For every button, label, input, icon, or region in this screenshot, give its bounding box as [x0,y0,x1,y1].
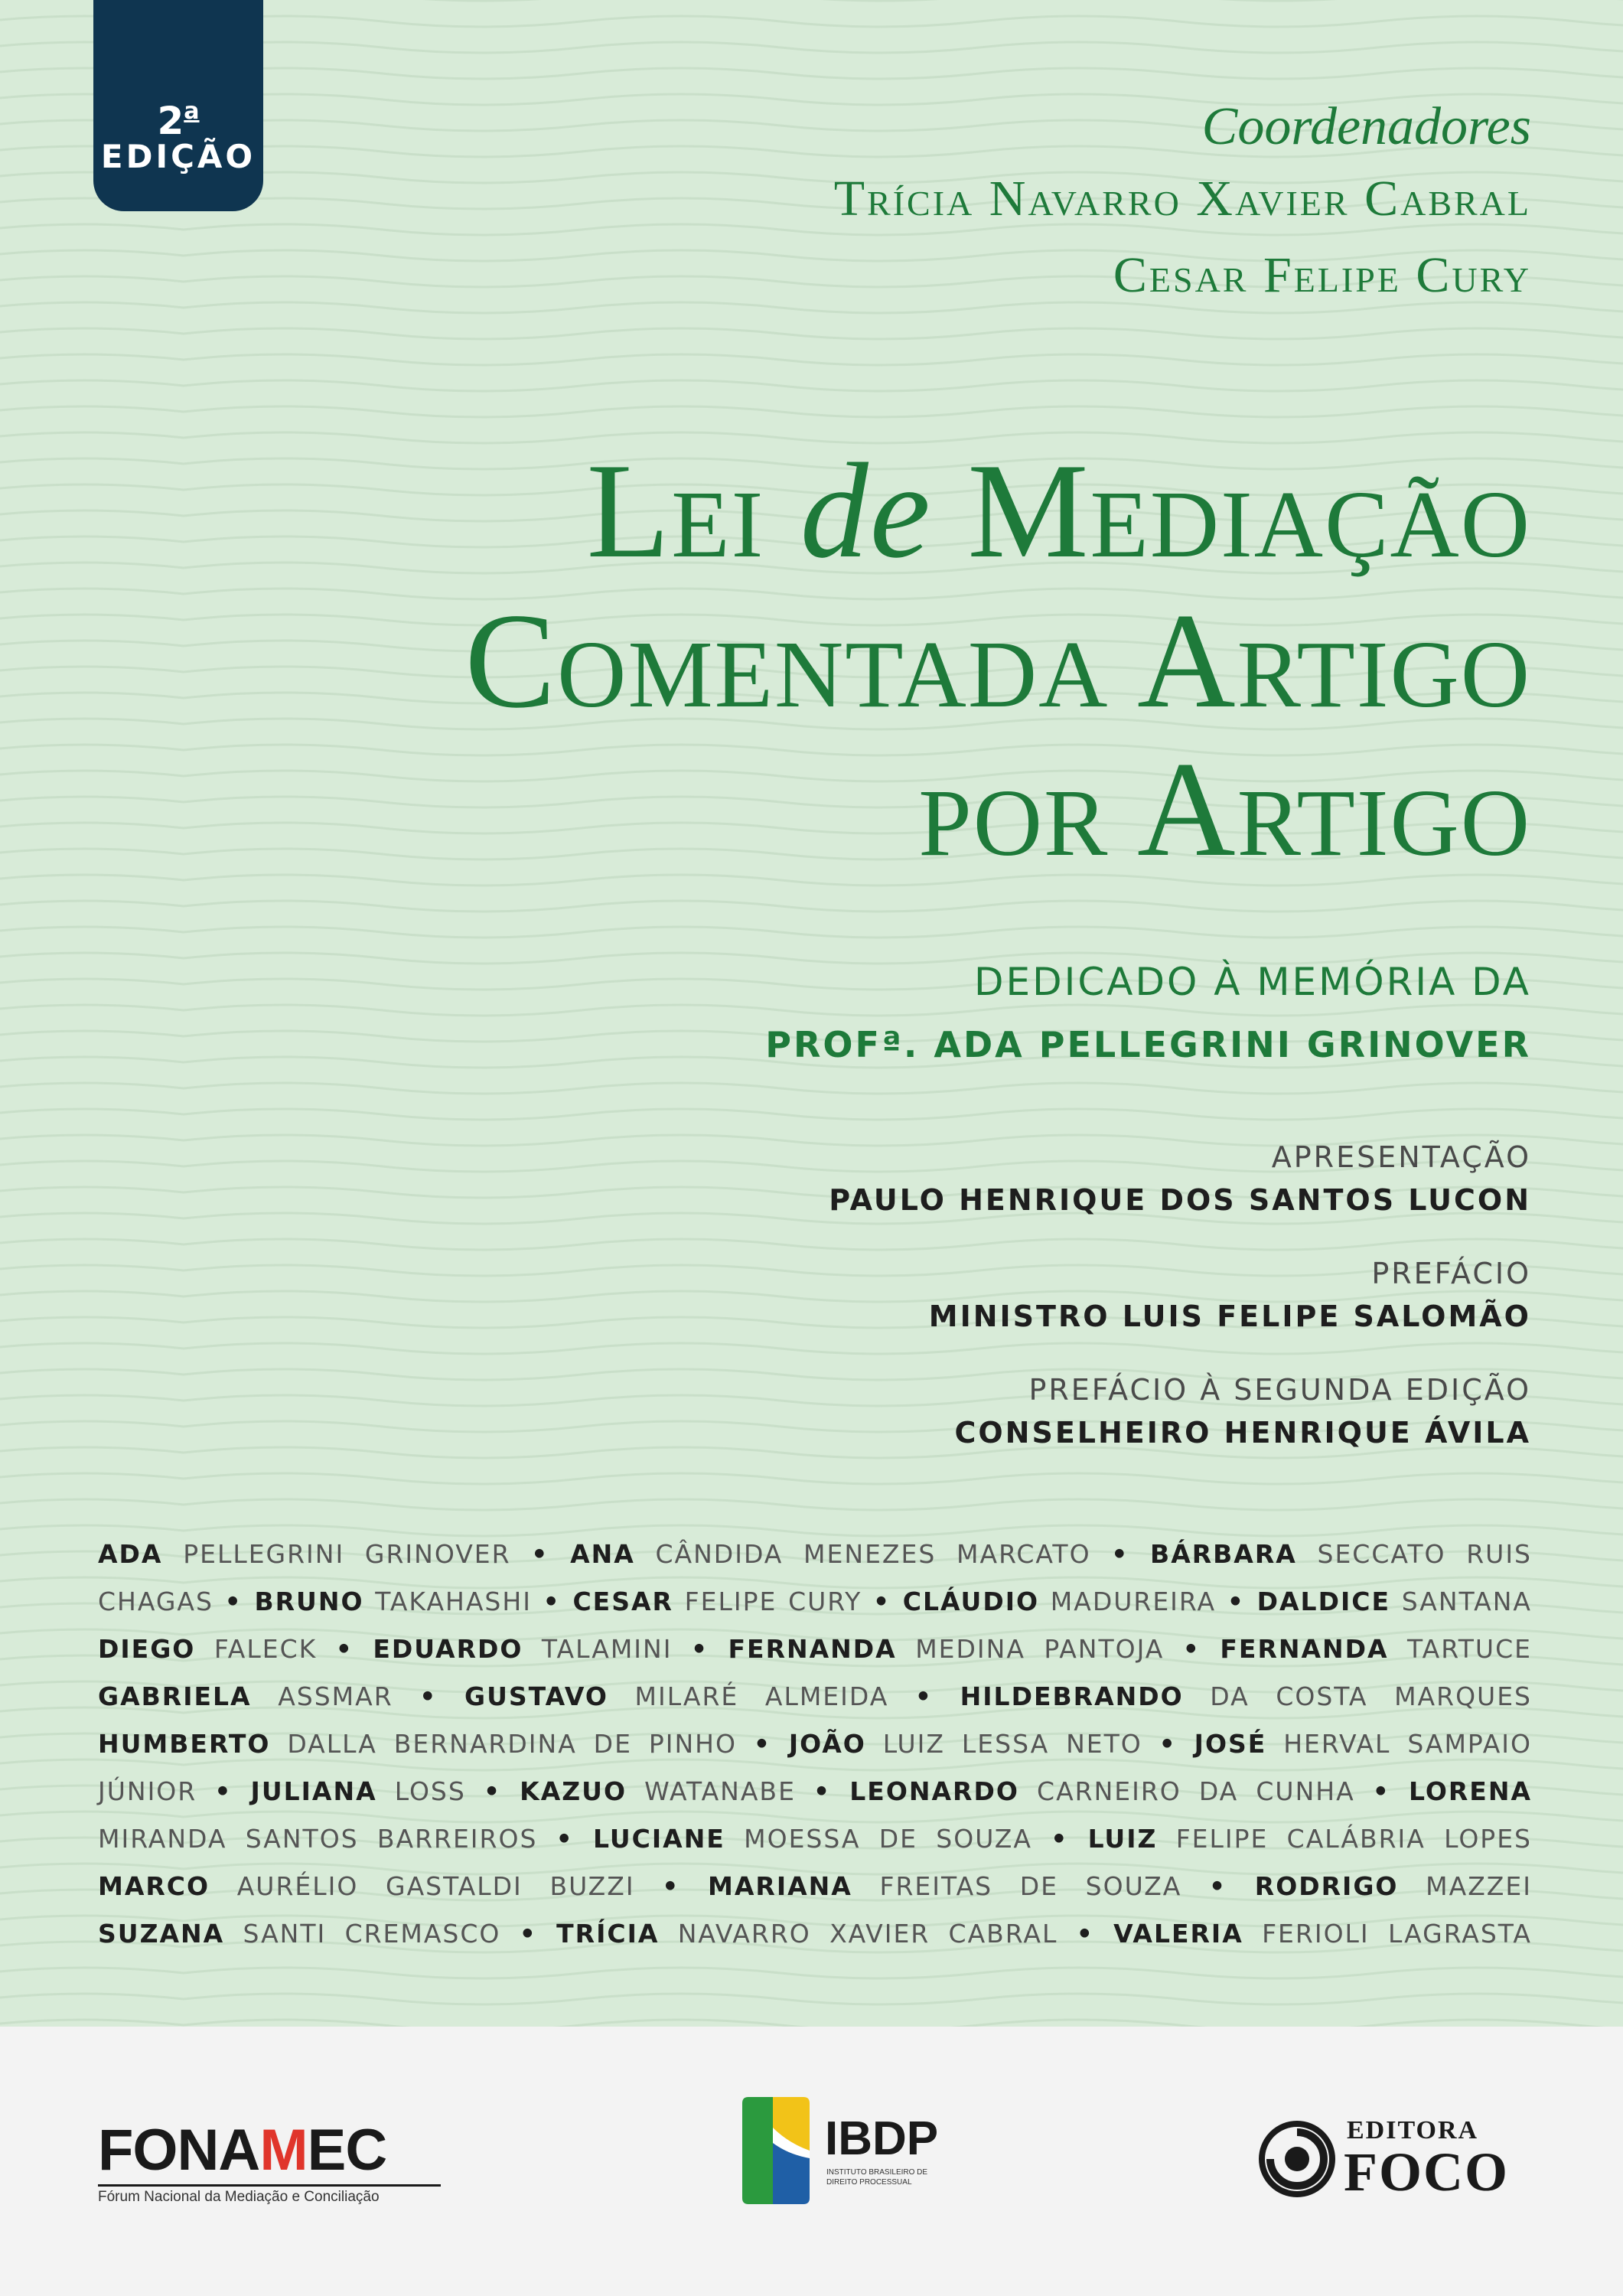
authors-line [98,1531,1532,1578]
author-first-name: GABRIELA [98,1681,252,1711]
foco-name-text: FOCO [1344,2141,1509,2203]
author-first-name: EDUARDO [353,1634,523,1664]
authors-line [98,1720,1532,1768]
authors-list [98,1531,1532,1958]
author-separator: • [753,1729,771,1759]
edition-badge [93,0,263,211]
author-separator: • [1209,1871,1227,1901]
author-separator: • [519,1919,537,1949]
author-first-name: CESAR [560,1587,673,1616]
fonamec-subtitle: Fórum Nacional da Mediação e Conciliação [98,2189,380,2205]
coordinators-label: Coordenadores [1201,97,1531,156]
wave-line [0,1083,1623,1094]
wave-line [0,1968,1623,1978]
wave-line [0,1239,1623,1250]
edition-number: 2$^a$ [157,98,200,143]
author-separator: • [1227,1587,1245,1616]
wave-line [0,1343,1623,1354]
title-italic-word: de [800,435,932,586]
wave-line [0,2020,1623,2027]
author-surname: SANTI CREMASCO [224,1919,520,1949]
author-surname: CÂNDIDA MENEZES MARCATO [634,1539,1112,1569]
ibdp-subtitle: INSTITUTO BRASILEIRO DE DIREITO PROCESSUAL [826,2168,928,2187]
author-separator: • [914,1681,934,1711]
author-surname: DALLA BERNARDINA DE PINHO [270,1729,754,1759]
author-surname: ASSMAR [251,1681,420,1711]
authors-line [98,1673,1532,1720]
author-separator: • [419,1681,438,1711]
author-surname: JÚNIOR [98,1776,215,1806]
wave-line [0,1109,1623,1120]
author-surname: FELIPE CALÁBRIA LOPES [1157,1824,1533,1854]
author-first-name: BRUNO [242,1587,364,1616]
ibdp-logo [742,2097,964,2212]
author-first-name: LORENA [1390,1776,1532,1806]
edition-word: EDIÇÃO [100,138,256,175]
wave-line [0,927,1623,938]
second-preface-label: PREFÁCIO À SEGUNDA EDIÇÃO [1028,1373,1531,1407]
author-surname: LOSS [376,1776,484,1806]
author-first-name: ANA [549,1539,635,1569]
author-surname: PELLEGRINI GRINOVER [162,1539,532,1569]
book-title-line-2: Comentada Artigo [464,585,1531,736]
ibdp-mark-icon [742,2097,810,2204]
authors-line [98,1768,1532,1815]
author-first-name: BÁRBARA [1129,1539,1297,1569]
author-surname: MADUREIRA [1039,1587,1227,1616]
author-separator: • [1372,1776,1390,1806]
foco-swirl-icon [1255,2117,1339,2201]
author-first-name: SUZANA [98,1919,225,1949]
author-first-name: HUMBERTO [98,1729,271,1759]
author-first-name: MARCO [98,1871,210,1901]
author-first-name: KAZUO [501,1776,627,1806]
wave-line [0,380,1623,391]
author-separator: • [813,1776,832,1806]
wave-line [0,354,1623,365]
author-separator: • [1182,1634,1201,1664]
author-first-name: JOSÉ [1176,1729,1267,1759]
author-separator: • [483,1776,502,1806]
author-surname: TARTUCE [1388,1634,1532,1664]
author-surname: TALAMINI [523,1634,691,1664]
author-surname: SECCATO RUIS [1296,1539,1532,1569]
foco-editora-text: EDITORA [1347,2116,1479,2144]
authors-line [98,1578,1532,1626]
author-separator: • [872,1587,891,1616]
author-first-name: JOÃO [771,1729,866,1759]
author-surname: WATANABE [627,1776,814,1806]
wave-line [0,406,1623,417]
coordinator-name: Cesar Felipe Cury [1113,247,1531,303]
author-separator: • [690,1634,709,1664]
author-surname: MILARÉ ALMEIDA [608,1681,915,1711]
authors-line [98,1815,1532,1863]
author-first-name: TRÍCIA [536,1919,660,1949]
author-surname: CHAGAS [98,1587,225,1616]
presentation-name: PAULO HENRIQUE DOS SANTOS LUCON [829,1183,1531,1217]
author-first-name: FERNANDA [709,1634,897,1664]
author-separator: • [1111,1539,1129,1569]
ibdp-text: IBDP [825,2112,939,2165]
author-surname: MAZZEI [1398,1871,1532,1901]
author-first-name: FERNANDA [1200,1634,1389,1664]
author-surname: SANTANA [1390,1587,1532,1616]
second-preface-name: CONSELHEIRO HENRIQUE ÁVILA [954,1416,1531,1450]
dedication-label: DEDICADO À MEMÓRIA DA [974,960,1531,1004]
author-first-name: VALERIA [1093,1919,1243,1949]
author-separator: • [1159,1729,1177,1759]
author-separator: • [214,1776,233,1806]
wave-line [0,1499,1623,1510]
author-first-name: LUCIANE [573,1824,725,1854]
wave-line [0,901,1623,912]
author-surname: MIRANDA SANTOS BARREIROS [98,1824,556,1854]
author-first-name: ADA [98,1539,163,1569]
author-first-name: LUIZ [1068,1824,1158,1854]
author-surname: FELIPE CURY [673,1587,873,1616]
book-title-line-1: Lei de Mediação [586,435,1531,586]
author-surname: FERIOLI LAGRASTA [1243,1919,1532,1949]
presentation-label: APRESENTAÇÃO [1271,1140,1531,1174]
wave-line [0,1473,1623,1484]
author-surname: AURÉLIO GASTALDI BUZZI [210,1871,663,1901]
dedication-name: PROFª. ADA PELLEGRINI GRINOVER [765,1024,1531,1065]
author-first-name: HILDEBRANDO [933,1681,1184,1711]
author-surname: FALECK [195,1634,336,1664]
wave-line [0,328,1623,339]
author-first-name: RODRIGO [1227,1871,1399,1901]
author-separator: • [662,1871,680,1901]
author-first-name: MARIANA [680,1871,852,1901]
author-separator: • [335,1634,354,1664]
author-first-name: LEONARDO [831,1776,1019,1806]
preface-label: PREFÁCIO [1371,1257,1531,1290]
author-separator: • [224,1587,243,1616]
editora-foco-logo [1255,2112,1530,2204]
author-first-name: CLÁUDIO [891,1587,1040,1616]
author-surname: DA COSTA MARQUES [1183,1681,1532,1711]
author-surname: NAVARRO XAVIER CABRAL [659,1919,1077,1949]
wave-line [0,1005,1623,1016]
wave-line [0,1994,1623,2004]
author-surname: CARNEIRO DA CUNHA [1018,1776,1373,1806]
author-separator: • [556,1824,574,1854]
author-separator: • [543,1587,561,1616]
fonamec-logo: FONAMEC Fórum Nacional da Mediação e Conciliação [98,2120,442,2212]
author-surname: FREITAS DE SOUZA [852,1871,1210,1901]
author-separator: • [1076,1919,1094,1949]
preface-name: MINISTRO LUIS FELIPE SALOMÃO [928,1300,1531,1333]
author-first-name: GUSTAVO [437,1681,608,1711]
author-first-name: DALDICE [1244,1587,1391,1616]
coordinator-name: Trícia Navarro Xavier Cabral [833,171,1531,227]
author-separator: • [531,1539,549,1569]
book-title-line-3: por Artigo [918,733,1531,885]
author-separator: • [1051,1824,1069,1854]
author-first-name: DIEGO [98,1634,196,1664]
authors-line [98,1910,1532,1958]
author-first-name: JULIANA [232,1776,377,1806]
author-surname: MEDINA PANTOJA [896,1634,1183,1664]
author-surname: LUIZ LESSA NETO [865,1729,1159,1759]
authors-line [98,1863,1532,1910]
author-surname: MOESSA DE SOUZA [725,1824,1051,1854]
authors-line [98,1626,1532,1673]
author-surname: TAKAHASHI [363,1587,543,1616]
author-surname: HERVAL SAMPAIO [1266,1729,1532,1759]
